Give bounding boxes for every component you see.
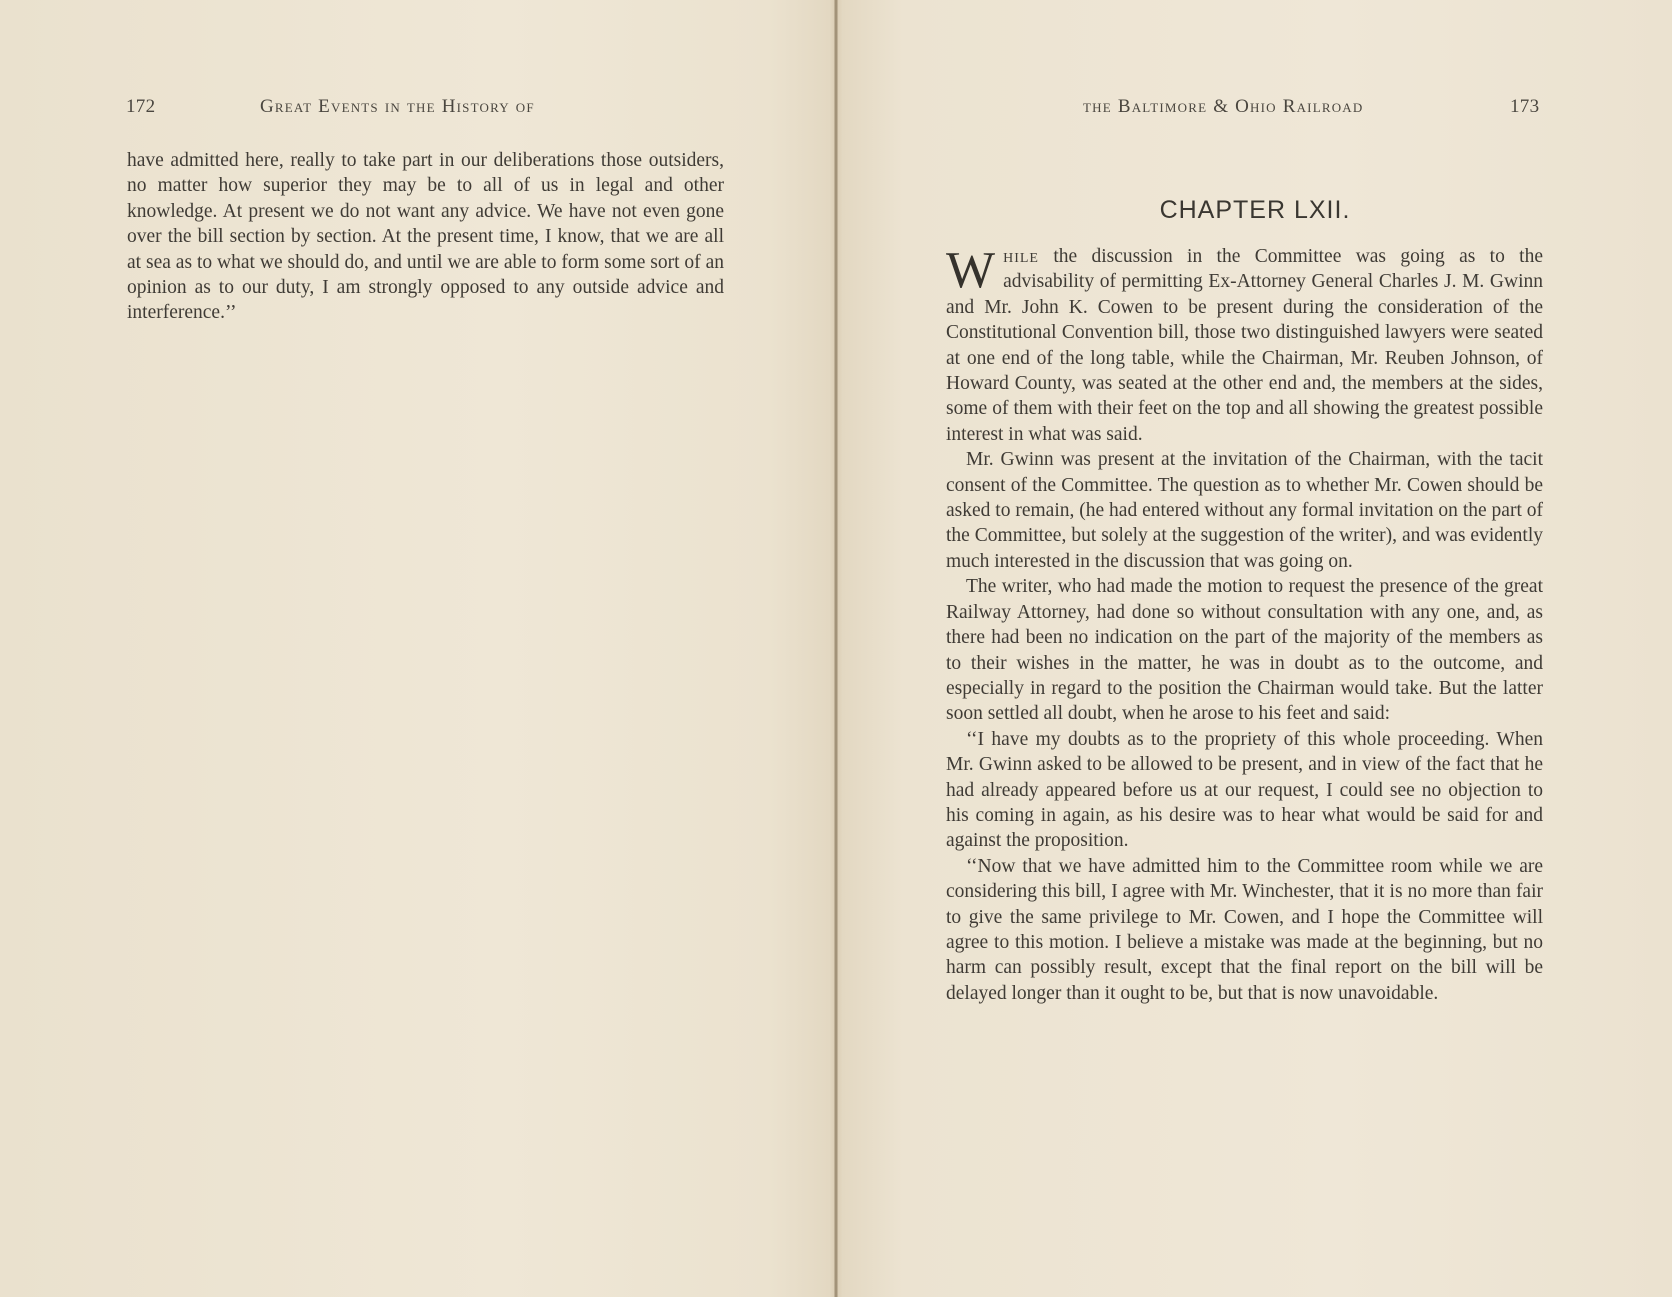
right-page: [838, 0, 1672, 1297]
right-text-block: [946, 244, 1543, 1006]
left-paragraph-1: have admitted here, really to take part in our deliberations those outsiders, no matter how superior they may be to all of us in legal and other knowledge. At present we do not want any advice. We have not even gone over the bill section by section. At the present time, I know, that we are all at sea as to what we should do, and until we are able to form some sort of an opinion as to our duty, I am strongly opposed to any outside advice and interference.’’: [127, 150, 724, 324]
right-paragraph-4: ‘‘I have my doubts as to the propriety of this whole proceeding. When Mr. Gwinn asked to be allowed to be present, and in view of the fact that he had already appeared before us at our request, I could see no objection to his coming in again, as his desire was to hear what would be said for and against the proposition.: [946, 728, 1543, 852]
right-paragraph-3: The writer, who had made the motion to request the presence of the great Railway Attorney, had done so without consultation with any one, and, as there had been no indication on the part of the majority of the members as to their wishes in the matter, he was in doubt as to the outcome, and especially in regard to the position the Chairman would take. But the latter soon settled all doubt, when he arose to his feet and said:: [946, 576, 1543, 725]
drop-cap: W: [946, 242, 996, 299]
left-running-head: Great Events in the History of: [260, 96, 535, 117]
opening-paragraph: [946, 244, 1543, 447]
right-paragraph-2: Mr. Gwinn was present at the invitation of the Chairman, with the tacit consent of the Committee. The question as to whether Mr. Cowen should be asked to remain, (he had entered without any formal invitation on the part of the Committee, but solely at the suggestion of the writer), and was evidently much interested in the discussion that was going on.: [946, 449, 1543, 572]
opening-paragraph-text: the discussion in the Committee was going as to the advisability of permitting Ex-Attorney General Charles J. M. Gwinn and Mr. John K. Cowen to be present during the consideration of the Constitutional Convention bill, those two distinguished lawyers were seated at one end of the long table, while the Chairman, Mr. Reuben Johnson, of Howard County, was seated at the other end and, the members at the sides, some of them with their feet on the top and all showing the greatest possible interest in what was said.: [946, 246, 1543, 445]
right-page-number: 173: [1510, 96, 1540, 117]
left-text-block: [127, 148, 724, 326]
chapter-title: CHAPTER LXII.: [1159, 196, 1351, 224]
lead-smallcaps: hile: [1003, 246, 1039, 267]
left-page: [0, 0, 834, 1297]
left-page-number: 172: [126, 96, 156, 117]
right-running-head: the Baltimore & Ohio Railroad: [1083, 96, 1364, 117]
right-paragraph-5: ‘‘Now that we have admitted him to the Committee room while we are considering this bill, I agree with Mr. Winchester, that it is no more than fair to give the same privilege to Mr. Cowen, and I hope the Committee will agree to this motion. I believe a mistake was made at the beginning, but no harm can possibly result, except that the final report on the bill will be delayed longer than it ought to be, but that is now unavoidable.: [946, 855, 1543, 1004]
